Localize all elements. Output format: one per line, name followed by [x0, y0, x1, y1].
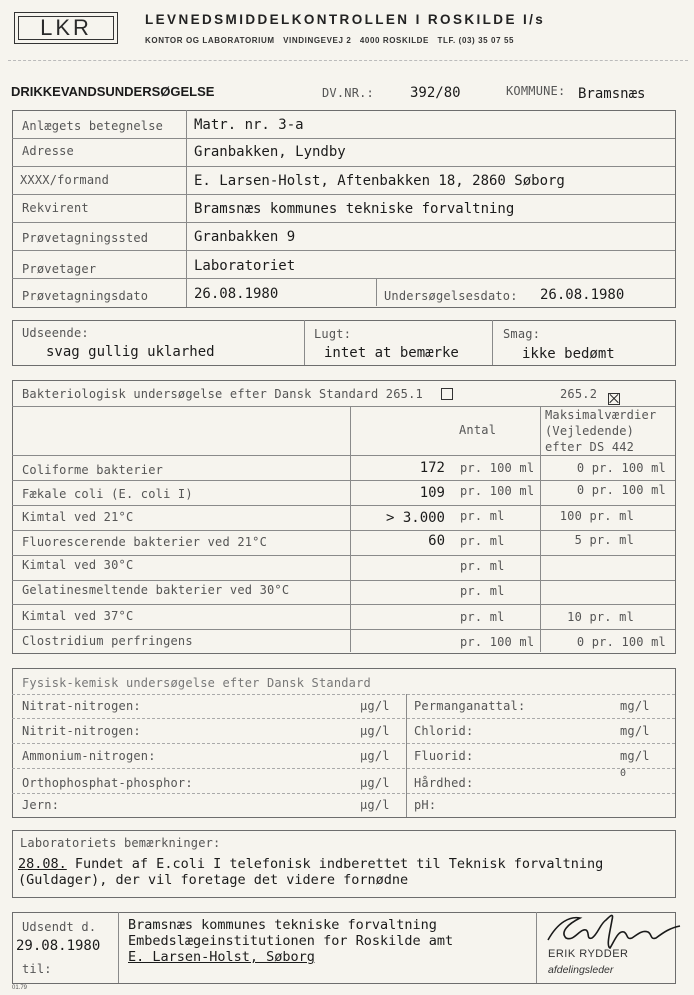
bakt-heading: Bakteriologisk undersøgelse efter Dansk Standard 265.1: [22, 387, 423, 401]
bakt-row-name: Kimtal ved 21°C: [22, 510, 134, 524]
fys-left-unit: µg/l: [360, 798, 390, 812]
fys-right-label: pH:: [414, 798, 437, 812]
info-value: Granbakken, Lyndby: [194, 144, 346, 160]
lkr-logo: [14, 12, 118, 44]
fys-left-label: Jern:: [22, 798, 60, 812]
sent-date: 29.08.1980: [16, 938, 101, 954]
fys-right-label: Fluorid:: [414, 749, 474, 763]
info-label: XXXX/formand: [20, 173, 110, 187]
bakt-row-line: [12, 480, 675, 481]
bakt-row-name: Fækale coli (E. coli I): [22, 487, 193, 501]
antal-header: Antal: [459, 423, 497, 437]
bakt-row-name: Kimtal ved 37°C: [22, 609, 134, 623]
fys-right-label: Permanganattal:: [414, 699, 526, 713]
bakt-row-unit: pr. 100 ml: [460, 484, 535, 498]
bakt-row-max: 5 pr. ml: [574, 533, 634, 547]
bakt-row-unit: pr. 100 ml: [460, 635, 535, 649]
remarks-line2: (Guldager), der vil foretage det videre fornødne: [18, 872, 409, 888]
std-265-2-label: 265.2: [560, 387, 598, 401]
lugt-label: Lugt:: [314, 327, 352, 341]
bakt-row-name: Kimtal ved 30°C: [22, 558, 134, 572]
dv-value: 392/80: [410, 85, 461, 101]
bakt-row-name: Fluorescerende bakterier ved 21°C: [22, 535, 268, 549]
kommune-value: Bramsnæs: [578, 86, 646, 102]
bakt-row-max: 0 pr. 100 ml: [576, 461, 666, 475]
info-row-line: [12, 166, 675, 167]
info-label: Prøvetagningssted: [22, 231, 149, 245]
fys-left-unit: µg/l: [360, 749, 390, 763]
org-address: KONTOR OG LABORATORIUM VINDINGEVEJ 2 4000 ROSKILDE TLF. (03) 35 07 55: [145, 36, 515, 45]
fys-left-label: Nitrat-nitrogen:: [22, 699, 141, 713]
sent-label: Udsendt d.: [22, 920, 97, 934]
signer-name: ERIK RYDDER: [548, 948, 629, 960]
bakt-row-max: 10 pr. ml: [567, 610, 634, 624]
bakt-row-line: [12, 406, 675, 407]
fys-left-label: Nitrit-nitrogen:: [22, 724, 141, 738]
fys-right-label: Chlorid:: [414, 724, 474, 738]
bakt-row-count: 60: [428, 533, 445, 549]
bakt-row-unit: pr. ml: [460, 559, 505, 573]
info-value: Matr. nr. 3-a: [194, 117, 304, 133]
footer-divider: [118, 912, 119, 983]
bakt-row-unit: pr. ml: [460, 534, 505, 548]
fys-row-line: [12, 743, 675, 744]
fys-row-line: [12, 768, 675, 769]
udseende-value: svag gullig uklarhed: [46, 344, 215, 360]
smag-label: Smag:: [503, 327, 541, 341]
footer-divider: [536, 912, 537, 983]
bakt-row-line: [12, 455, 675, 456]
form-code: 01.79: [12, 985, 28, 991]
fys-left-unit: µg/l: [360, 724, 390, 738]
bakt-row-line: [12, 629, 675, 630]
info-value: Bramsnæs kommunes tekniske forvaltning: [194, 201, 515, 217]
til-label: til:: [22, 962, 52, 976]
recipient: E. Larsen-Holst, Søborg: [128, 949, 315, 965]
bakt-row-count: 172: [419, 460, 445, 476]
fys-row-line: [12, 694, 675, 695]
fys-col-divider: [406, 694, 407, 817]
form-title: DRIKKEVANDSUNDERSØGELSE: [11, 84, 215, 99]
udseende-label: Udseende:: [22, 326, 89, 340]
info-value: Laboratoriet: [194, 258, 296, 274]
fys-left-label: Orthophosphat-phosphor:: [22, 776, 193, 790]
fys-row-line: [12, 718, 675, 719]
signer-title: afdelingsleder: [548, 964, 614, 976]
bakt-row-line: [12, 604, 675, 605]
undersogelse-label: Undersøgelsesdato:: [384, 289, 518, 303]
org-name: LEVNEDSMIDDELKONTROLLEN I ROSKILDE I/s: [145, 12, 546, 27]
info-label: Adresse: [22, 144, 74, 158]
remarks-line1: [18, 856, 603, 872]
max-header-line2: (Vejledende): [545, 424, 635, 438]
fys-heading: Fysisk-kemisk undersøgelse efter Dansk Standard: [22, 676, 371, 690]
info-row-line: [12, 222, 675, 223]
info-label: Prøvetagningsdato: [22, 289, 149, 303]
max-header-line3: efter DS 442: [545, 440, 635, 454]
bakt-row-count: 109: [419, 485, 445, 501]
fys-right-unit: 0: [620, 768, 627, 779]
remarks-label: Laboratoriets bemærkninger:: [20, 836, 221, 850]
remarks-date: 28.08.: [18, 856, 67, 872]
bakt-row-name: Gelatinesmeltende bakterier ved 30°C: [22, 583, 290, 597]
bakt-row-max: 0 pr. 100 ml: [576, 483, 666, 497]
fys-left-label: Ammonium-nitrogen:: [22, 749, 156, 763]
bakt-row-count: > 3.000: [385, 510, 445, 526]
recipient: Embedslægeinstitutionen for Roskilde amt: [128, 933, 454, 949]
dv-label: DV.NR.:: [322, 86, 374, 100]
smag-value: ikke bedømt: [522, 346, 615, 362]
kommune-label: KOMMUNE:: [506, 84, 566, 98]
info-value: Granbakken 9: [194, 229, 296, 245]
bakt-row-unit: pr. ml: [460, 610, 505, 624]
max-header-line1: Maksimalværdier: [545, 408, 657, 422]
fys-right-unit: mg/l: [620, 699, 650, 713]
bakt-row-name: Coliforme bakterier: [22, 463, 164, 477]
fys-right-label: Hårdhed:: [414, 776, 474, 790]
info-row-line: [12, 194, 675, 195]
bakt-row-line: [12, 530, 675, 531]
bakt-row-line: [12, 505, 675, 506]
fys-left-unit: µg/l: [360, 776, 390, 790]
bakt-row-unit: pr. 100 ml: [460, 461, 535, 475]
bakt-row-line: [12, 580, 675, 581]
bakt-row-name: Clostridium perfringens: [22, 634, 193, 648]
info-value: E. Larsen-Holst, Aftenbakken 18, 2860 Søborg: [194, 173, 565, 189]
bakt-row-max: 0 pr. 100 ml: [576, 635, 666, 649]
bakt-row-unit: pr. ml: [460, 584, 505, 598]
signature-icon: [540, 902, 690, 952]
lugt-value: intet at bemærke: [324, 345, 459, 361]
header-divider: [8, 60, 688, 61]
bakt-row-max: 100 pr. ml: [559, 509, 634, 523]
bakt-row-unit: pr. ml: [460, 509, 505, 523]
info-value: 26.08.1980: [194, 286, 279, 302]
info-row-line: [12, 138, 675, 139]
sensory-divider: [304, 320, 305, 365]
info-label: Rekvirent: [22, 201, 89, 215]
std-265-1-checkbox: [441, 388, 453, 400]
std-265-2-checkbox: [608, 393, 620, 405]
recipient: Bramsnæs kommunes tekniske forvaltning: [128, 917, 437, 933]
undersogelse-value: 26.08.1980: [540, 287, 625, 303]
bakt-row-line: [12, 555, 675, 556]
fys-left-unit: µg/l: [360, 699, 390, 713]
info-row-line: [12, 278, 675, 279]
fys-row-line: [12, 793, 675, 794]
bakt-col-divider: [350, 406, 351, 652]
info-label: Anlægets betegnelse: [22, 119, 164, 133]
fys-right-unit: mg/l: [620, 724, 650, 738]
sensory-divider: [492, 320, 493, 365]
info-label: Prøvetager: [22, 262, 97, 276]
fys-right-unit: mg/l: [620, 749, 650, 763]
remarks-text: Fundet af E.coli I telefonisk indberettet til Teknisk forvaltning: [66, 856, 604, 872]
logo-text: LKR: [18, 16, 114, 40]
info-row-line: [12, 250, 675, 251]
date-divider: [376, 278, 377, 306]
